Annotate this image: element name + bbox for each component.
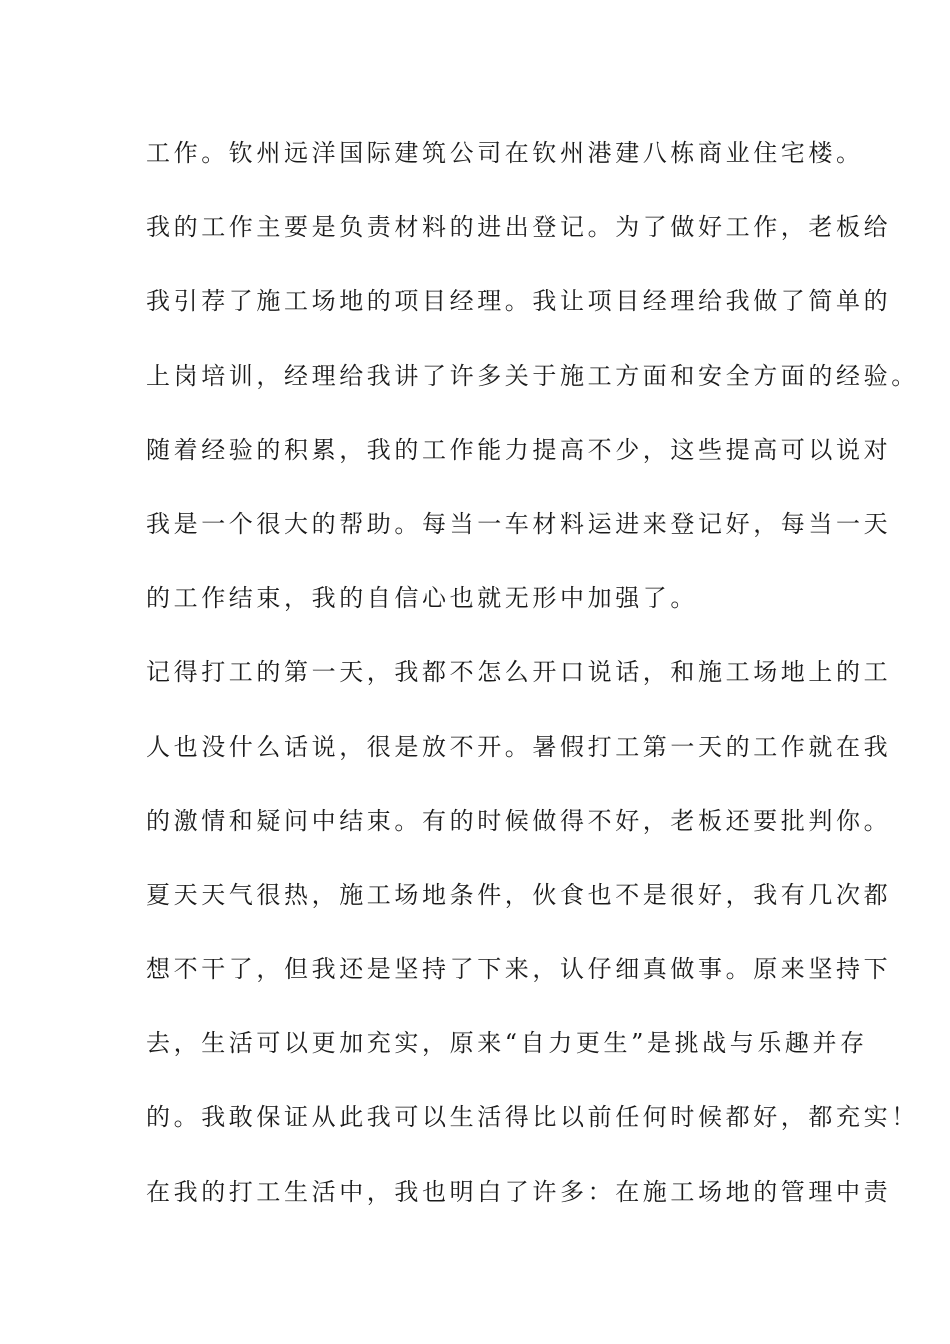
text-line: 的。我敢保证从此我可以生活得比以前任何时候都好，都充实！: [146, 1103, 919, 1132]
text-line: 随着经验的积累，我的工作能力提高不少，这些提高可以说对: [146, 435, 892, 464]
text-line: 人也没什么话说，很是放不开。暑假打工第一天的工作就在我: [146, 732, 892, 761]
text-line: 去，生活可以更加充实，原来“自力更生”是挑战与乐趣并存: [146, 1029, 868, 1058]
text-line: 的激情和疑问中结束。有的时候做得不好，老板还要批判你。: [146, 806, 892, 835]
text-line: 我的工作主要是负责材料的进出登记。为了做好工作，老板给: [146, 213, 892, 242]
text-line: 的工作结束，我的自信心也就无形中加强了。: [146, 584, 698, 613]
text-line: 工作。钦州远洋国际建筑公司在钦州港建八栋商业住宅楼。: [146, 139, 864, 167]
text-line: 在我的打工生活中，我也明白了许多：在施工场地的管理中责: [146, 1177, 892, 1206]
body-text: [146, 129, 919, 1242]
text-line: 我引荐了施工场地的项目经理。我让项目经理给我做了简单的: [146, 287, 892, 316]
text-line: 上岗培训，经理给我讲了许多关于施工方面和安全方面的经验。: [146, 361, 919, 390]
text-line: 记得打工的第一天，我都不怎么开口说话，和施工场地上的工: [146, 658, 892, 687]
text-line: 我是一个很大的帮助。每当一车材料运进来登记好，每当一天: [146, 509, 892, 538]
text-line: 夏天天气很热，施工场地条件，伙食也不是很好，我有几次都: [146, 880, 892, 909]
text-line: 想不干了，但我还是坚持了下来，认仔细真做事。原来坚持下: [146, 955, 892, 984]
